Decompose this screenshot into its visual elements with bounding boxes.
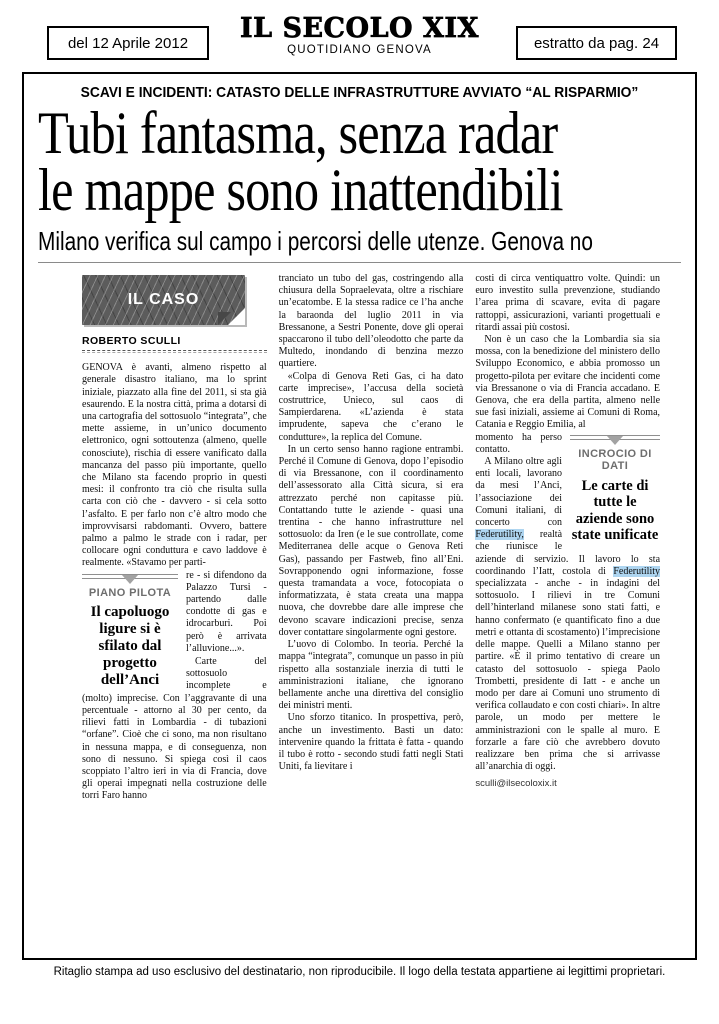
body-paragraph: momento ha perso contatto.	[475, 431, 563, 455]
body-paragraph: re - si difendono da Palazzo Tursi - partendo dalle condotte di gas e idrocarburi. Poi però è arrivata l’alluvione...».	[186, 569, 267, 654]
paragraph-segment: A Milano oltre agli enti locali, lavorano da mesi l’Anci, l’associazione dei Comuni italiani, di concerto con	[475, 456, 563, 529]
newspaper-logo: IL SECOLO XIX	[239, 13, 480, 44]
pullbox-piano-pilota	[82, 574, 178, 690]
body-paragraph: In un certo senso hanno ragione entrambi. Perché il Comune di Genova, dopo l’episodio di via Bressanone, con il coordinamento dell’assessorato alla Città sicura, si era attrezzato perché non capitasse più. Contattando tutte le aziende - quasi una trentina - che hanno infrastrutture nel sottosuolo: da Iren (e le sue controllate, come Mediterranea delle acque o Genova Reti Gas), passando per Fastweb, fino all’Eni. Sovrapponendo ogni informazione, fosse questa tramandata a voce, fotocopiata o informatizzata, è stata creata una mappa nuova, che dovrebbe dare alle imprese che devono scavare indicazioni precise, senza dover contattare singolarmente ogni gestore.	[278, 443, 464, 638]
highlighted-term: Federutility	[613, 565, 660, 577]
byline: ROBERTO SCULLI	[82, 335, 181, 347]
article-body	[82, 273, 660, 953]
clipping-header	[0, 10, 719, 68]
body-paragraph: tranciato un tubo del gas, costringendo alla chiusura della Sopraelevata, oltre a rischiare un’ecatombe. E la stessa radice ce l’ha anche la baraonda del luglio 2011 in via Bressanone, a Sestri Ponente, dove gli operai spaccarono il tubo dell’oleodotto che parte da Multedo, inondando di benzina mezzo quartiere.	[278, 273, 464, 370]
pullbox-title: Il capoluogo ligure si è sfilato dal progetto dell’Anci	[90, 604, 170, 689]
clipping-page-box	[516, 26, 677, 60]
pullbox-kicker: INCROCIO DI DATI	[578, 447, 652, 473]
clipping-disclaimer: Ritaglio stampa ad uso esclusivo del destinatario, non riproducibile. Il logo della testata appartiene ai legittimi proprietari.	[53, 966, 666, 978]
body-paragraph: Uno sforzo titanico. In prospettiva, però, anche un investimento. Basti un dato: intervenire quando la frittata è fatta - quando il tubo è rotto - secondo studi fatti negli Stati Uniti, fa lievitare i	[278, 712, 464, 773]
headline-line-2: le mappe sono inattendibili	[38, 157, 563, 223]
subhead-divider	[38, 262, 681, 263]
newspaper-subtitle: QUOTIDIANO GENOVA	[287, 44, 432, 56]
highlighted-term: Federutility,	[475, 529, 524, 541]
pullbox-title: Le carte di tutte le aziende sono state unificate	[571, 477, 659, 544]
paragraph-segment: specializzata - anche - in indagini del sottosuolo. I rilievi in tre Comuni dell’hinterland milanese sono stati fatti, e hanno confermato (e quantificato fino a due metri e ottanta di scostamento) l’imprecisione delle mappe. Quelli a Milano stanno per partire. «È il primo tentativo di creare un catasto del sottosuolo - spiega Paolo Trombetti, presidente di Iatt - e anche un modo per dare ai Comuni uno strumento di verifica collaudato e con costi chiari». In altre parole, un modo per mettere le amministrazioni con le spalle al muro. E forzarle a fare ciò che avrebbero dovuto realizzare ben prima che si arrivasse all’anarchia di oggi.	[475, 578, 660, 773]
section-marker	[570, 435, 660, 440]
body-paragraph: «Colpa di Genova Reti Gas, ci ha dato carte imprecise», l’accusa della società costruttrice, Unieco, sul caos di Sampierdarena. «L’azienda è stata imprudente, sapeva che c’erano le condutture», la replica del Comune.	[278, 370, 464, 443]
clipping-date-label: del 12 Aprile 2012	[67, 34, 189, 52]
triangle-down-icon	[607, 436, 623, 445]
pullbox-incrocio-di-dati	[570, 435, 660, 544]
folded-corner-flap	[218, 312, 231, 325]
column-1	[82, 273, 267, 953]
section-label: IL CASO	[127, 290, 200, 308]
kicker: SCAVI E INCIDENTI: CATASTO DELLE INFRASTRUTTURE AVVIATO “AL RISPARMIO”	[80, 84, 639, 101]
body-paragraph: Non è un caso che la Lombardia sia sia mossa, con la benedizione del ministero dello Sviluppo Economico, e abbia promosso un progetto-pilota per evitare che incidenti come via Bressanone o via di Francia accadano. E Genova, che era della partita, almeno nelle sue fasi iniziali, assieme ai Comuni di Roma, Catania e Reggio Emilia, al	[475, 334, 660, 431]
body-paragraph: GENOVA è avanti, almeno rispetto al generale disastro italiano, ma lo sprint iniziale, piazzato alla fine del 2011, si sta già esaurendo. E la nostra città, prima a dotarsi di una cartografia del sottosuolo “integrata”, che mette assieme, in un’unico documento elettronico, ogni sottoutenza (almeno, quelle conosciute), rischia di essere vanificato dalla mancanza del passo più importante, quello che Milano sta facendo proprio in questi mesi: il confronto tra ciò che risulta sulla carta con ciò che - davvero - si cela sotto l’asfalto. E per farlo non c’è altro modo che improvvisarsi rabdomanti. Ovvero, battere palmo a palmo le strade con i radar, per collocare ogni conduttura e cavo laddove è realmente. «Stavamo per parti-	[82, 362, 267, 569]
body-paragraph: costi di circa ventiquattro volte. Quindi: un euro investito sulla prevenzione, studiando l’area prima di scavare, evita di pagare rattoppi, assicurazioni, varianti progettuali e ritardi assai più costosi.	[475, 273, 660, 333]
body-paragraph: L’uovo di Colombo. In teoria. Perché la mappa “integrata”, comunque un passo in più rispetto alla sostanziale inerzia di tutti le amministrazioni italiane, che ignorano bellamente anche una direttiva del consiglio dei ministri menti.	[278, 639, 464, 712]
article-frame	[22, 72, 697, 960]
pullbox-kicker: PIANO PILOTA	[88, 586, 172, 599]
byline-rule	[82, 350, 267, 353]
body-paragraph: Carte del sottosuolo incomplete e (molto) imprecise. Con l’aggravante di una percentuale - attorno al 30 per cento, da rilievi fatti in Lombardia - di tubazioni “orfane”. Cioè che ci sono, ma non risultano in nessuna mappa, e di conseguenza, non sono di nessuno. Si spiega così il caos scoppiato l’altro ieri in via di Francia, dove gli operai impegnati nella costruzione delle torri Faro hanno	[82, 656, 267, 802]
headline-line-1: Tubi fantasma, senza radar	[38, 100, 558, 166]
section-marker	[82, 574, 178, 579]
triangle-down-icon	[122, 575, 138, 584]
author-email: sculli@ilsecoloxix.it	[475, 778, 557, 790]
subhead: Milano verifica sul campo i percorsi delle utenze. Genova no	[38, 226, 593, 256]
column-2	[279, 273, 464, 953]
paragraph-segment: realtà che riunisce le aziende di servizio. Il lavoro lo sta coordinando l’Iatt, costola di	[475, 529, 660, 577]
headline	[38, 100, 681, 223]
section-label-box	[82, 275, 245, 325]
column-3	[475, 273, 660, 953]
clipping-page-label: estratto da pag. 24	[533, 34, 660, 52]
